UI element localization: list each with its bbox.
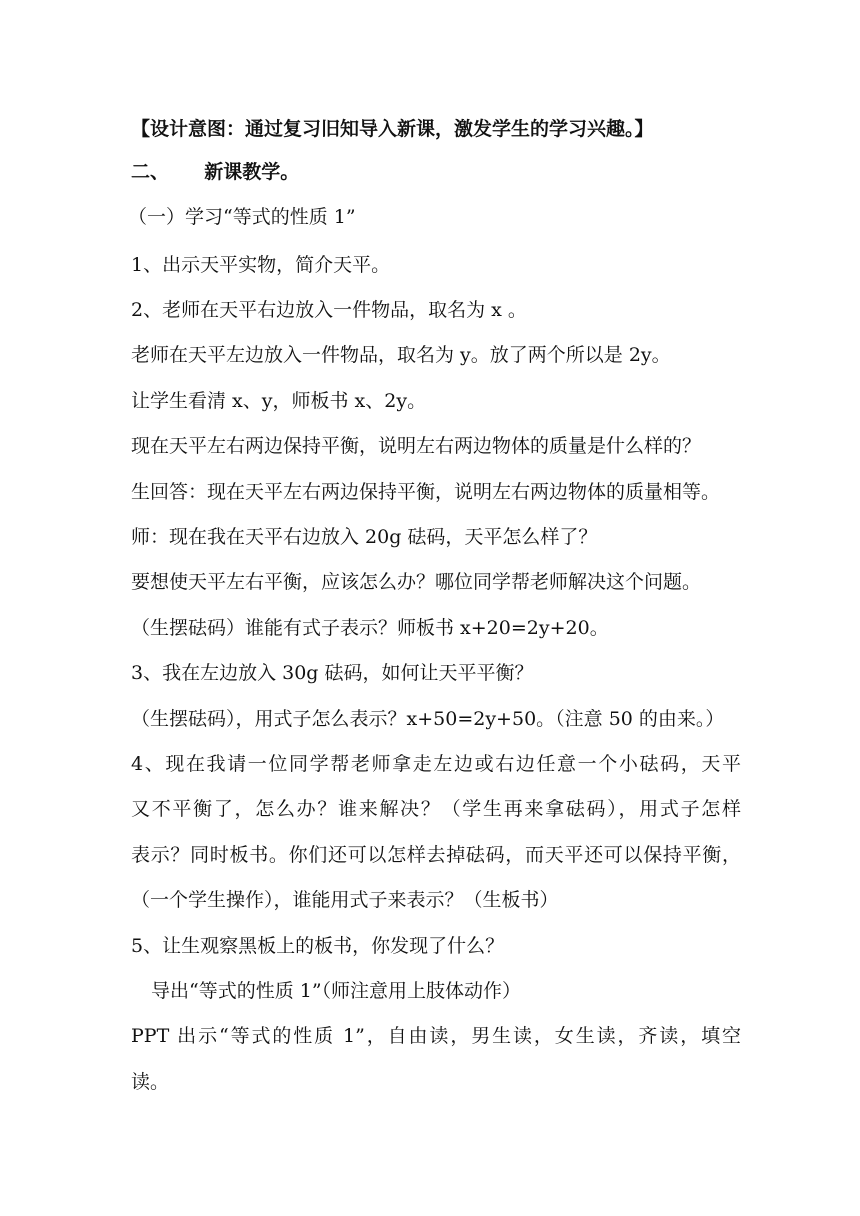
paragraph-line: （一个学生操作），谁能用式子来表示？（生板书） — [131, 889, 559, 911]
paragraph-line: 让学生看清 x、y，师板书 x、2y。 — [131, 390, 427, 412]
paragraph-line: 读。 — [131, 1071, 170, 1093]
paragraph-line-indented: 导出“等式的性质 1”（师注意用上肢体动作） — [151, 980, 522, 1002]
section-heading — [131, 160, 741, 184]
paragraph-line: （生摆砝码）谁能有式子表示？师板书 x+20=2y+20。 — [131, 617, 609, 639]
subsection-heading: （一）学习“等式的性质 1” — [128, 206, 356, 228]
paragraph-line: 师：现在我在天平右边放入 20g 砝码，天平怎么样了？ — [131, 526, 598, 548]
paragraph-line: 1、出示天平实物，简介天平。 — [131, 254, 391, 276]
paragraph-line: 2、老师在天平右边放入一件物品，取名为 x 。 — [131, 299, 527, 321]
section-number: 二、 — [131, 161, 170, 183]
paragraph-line: 要想使天平左右平衡，应该怎么办？哪位同学帮老师解决这个问题。 — [131, 571, 702, 593]
paragraph-line: 老师在天平左边放入一件物品，取名为 y。放了两个所以是 2y。 — [131, 344, 671, 366]
paragraph-line: 生回答：现在天平左右两边保持平衡，说明左右两边物体的质量相等。 — [131, 481, 721, 503]
paragraph-line: 5、让生观察黑板上的板书，你发现了什么？ — [131, 935, 505, 957]
paragraph-line: 4、现在我请一位同学帮老师拿走左边或右边任意一个小砝码，天平 — [131, 753, 741, 775]
paragraph-line: （生摆砝码），用式子怎么表示？x+50=2y+50。（注意 50 的由来。） — [131, 708, 725, 730]
design-intent-note: 【设计意图：通过复习旧知导入新课，激发学生的学习兴趣。】 — [131, 118, 654, 140]
paragraph-line: 又不平衡了，怎么办？谁来解决？（学生再来拿砝码），用式子怎样 — [131, 798, 741, 820]
paragraph-line: 现在天平左右两边保持平衡，说明左右两边物体的质量是什么样的？ — [131, 435, 702, 457]
paragraph-line: 3、我在左边放入 30g 砝码，如何让天平平衡？ — [131, 662, 534, 684]
paragraph-line: 表示？同时板书。你们还可以怎样去掉砝码，而天平还可以保持平衡， — [131, 844, 741, 866]
paragraph-line: PPT 出示“等式的性质 1”，自由读，男生读，女生读，齐读，填空 — [131, 1025, 741, 1047]
section-title: 新课教学。 — [204, 161, 300, 183]
